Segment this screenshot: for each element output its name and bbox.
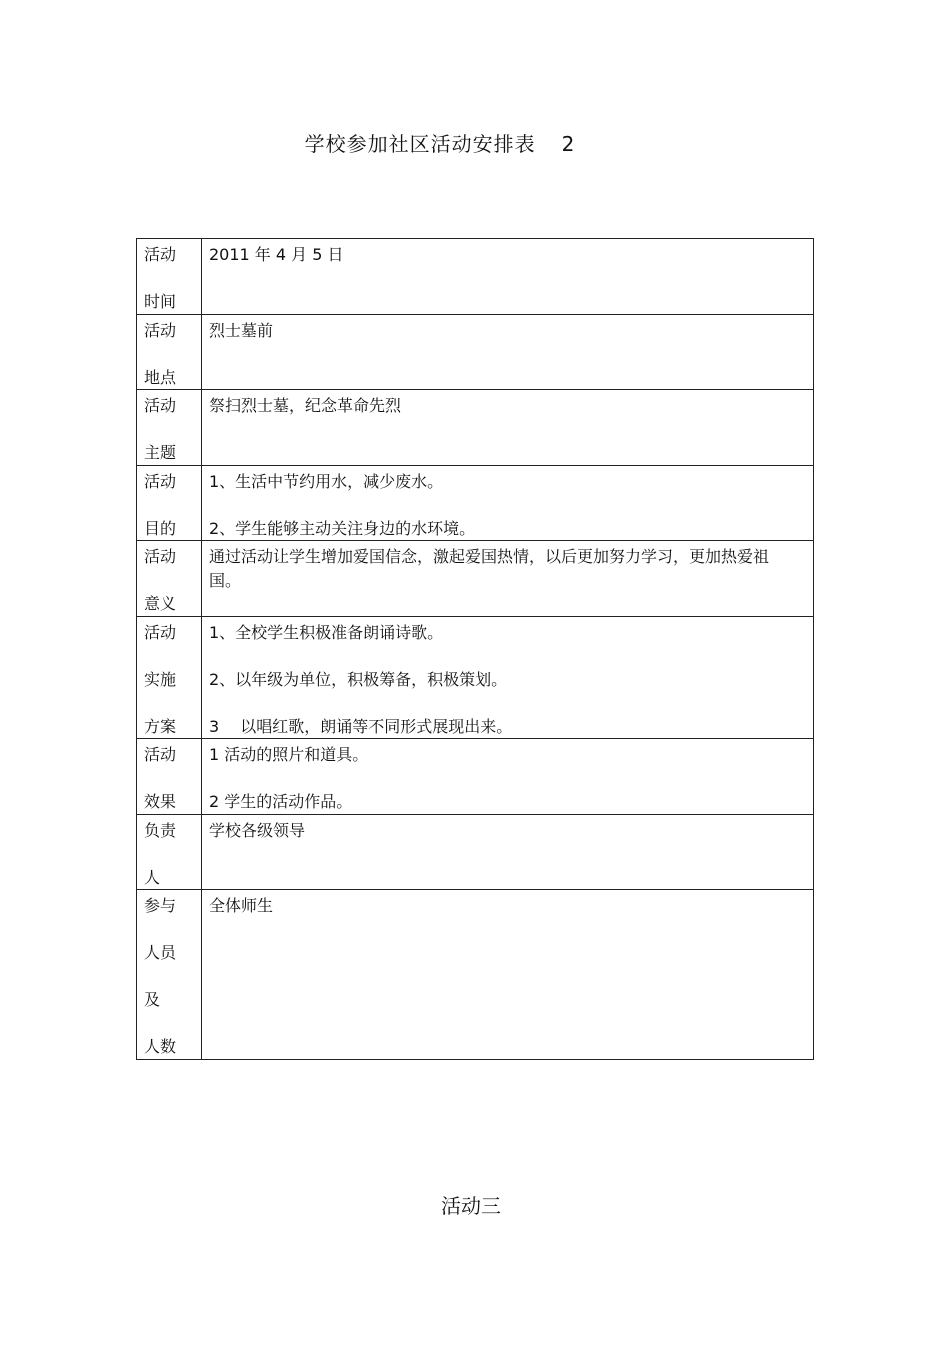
row-label-participants: 参与 人员 及 人数 [137,890,202,1060]
row-value-location: 烈士墓前 [202,314,814,390]
table-row [137,239,814,315]
section-heading: 活动三 [441,1194,501,1218]
table-row [137,541,814,617]
row-label-effect: 活动 效果 [137,739,202,815]
row-value-plan: 1、全校学生积极准备朗诵诗歌。 2、以年级为单位，积极筹备，积极策划。 3 以唱红歌，朗诵等不同形式展现出来。 [202,616,814,739]
row-label-plan: 活动 实施 方案 [137,616,202,739]
row-label-purpose: 活动 目的 [137,465,202,541]
row-value-significance: 通过活动让学生增加爱国信念，激起爱国热情，以后更加努力学习，更加热爱祖国。 [202,541,814,617]
row-value-participants: 全体师生 [202,890,814,1060]
table-row [137,814,814,890]
title-number: 2 [561,132,576,156]
row-label-significance: 活动 意义 [137,541,202,617]
row-value-time: 2011 年 4 月 5 日 [202,239,814,315]
table-row [137,314,814,390]
row-label-time: 活动 时间 [137,239,202,315]
row-value-purpose: 1、生活中节约用水，减少废水。 2、学生能够主动关注身边的水环境。 [202,465,814,541]
row-value-responsible: 学校各级领导 [202,814,814,890]
table-row [137,390,814,466]
table-row [137,739,814,815]
title-text: 学校参加社区活动安排表 [304,132,536,156]
row-label-responsible: 负责 人 [137,814,202,890]
table-row [137,616,814,739]
table-row [137,465,814,541]
row-value-theme: 祭扫烈士墓，纪念革命先烈 [202,390,814,466]
table-row [137,890,814,1060]
row-label-location: 活动 地点 [137,314,202,390]
row-value-effect: 1 活动的照片和道具。 2 学生的活动作品。 [202,739,814,815]
row-label-theme: 活动 主题 [137,390,202,466]
page-title [0,128,880,157]
activity-schedule-table [136,238,814,1060]
